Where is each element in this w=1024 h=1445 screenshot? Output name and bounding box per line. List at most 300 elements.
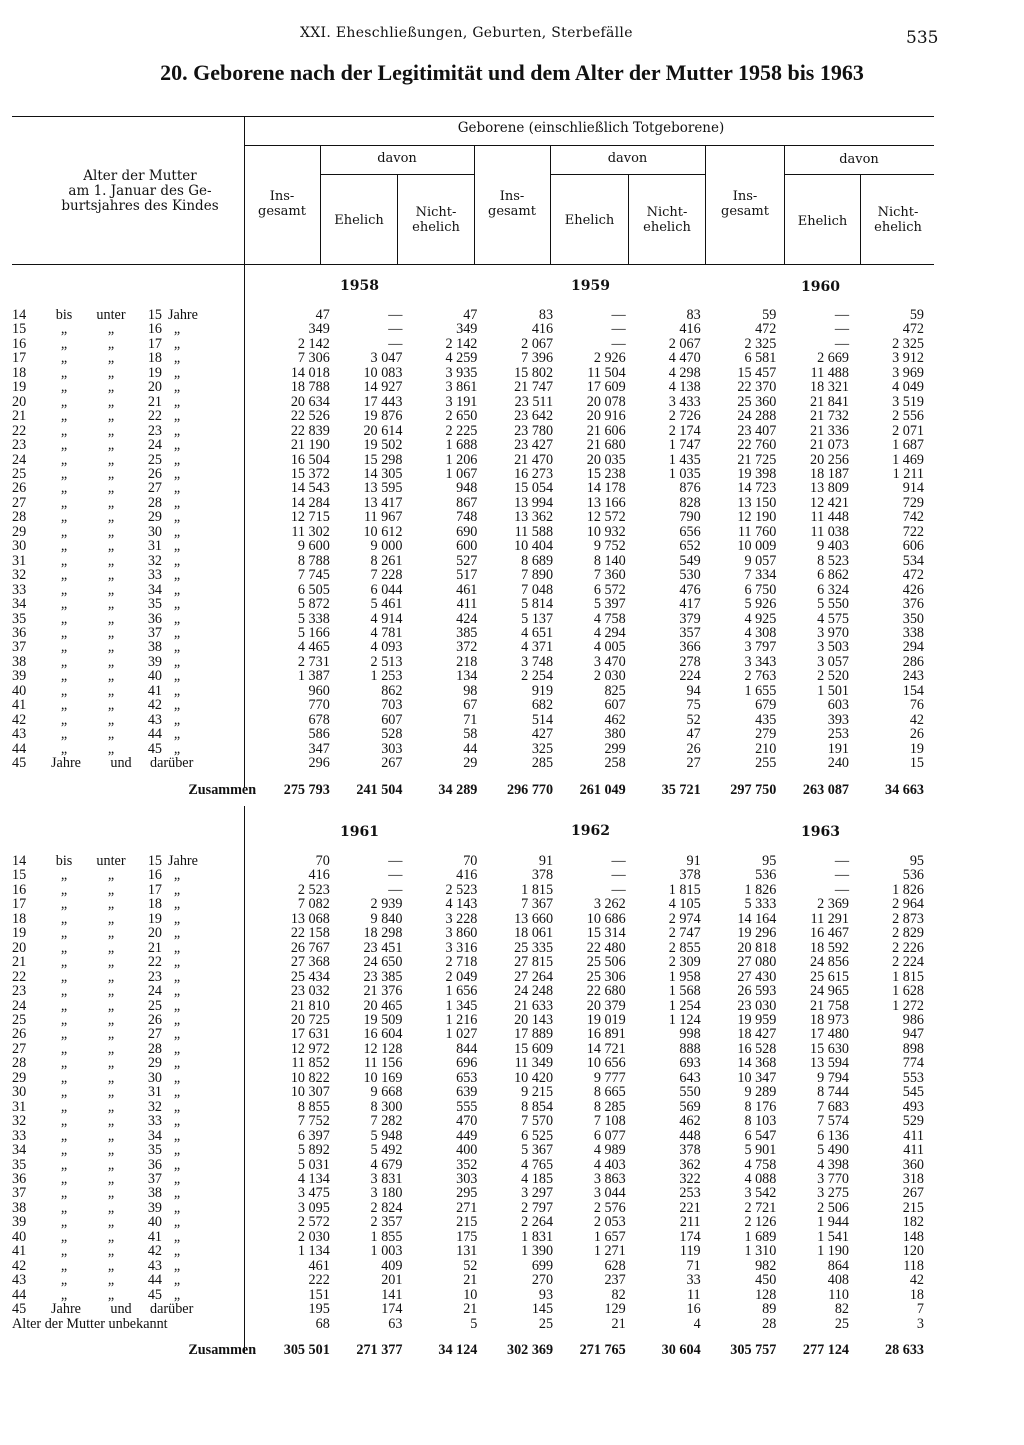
ehelich-cell: 24 965 [809, 984, 849, 999]
ehelich-header: Ehelich [334, 213, 384, 228]
nichtehelich-cell: 652 [679, 539, 701, 554]
header-bottom-rule [12, 264, 934, 265]
age-to: 25 [147, 998, 162, 1013]
insgesamt-cell: 15 802 [514, 365, 554, 381]
insgesamt-cell: 20 143 [514, 1012, 554, 1028]
insgesamt-cell: 21 190 [290, 438, 330, 453]
insgesamt-cell: 682 [531, 698, 554, 713]
data-table-1961-1963 [12, 854, 934, 1360]
ehelich-cell: 17 609 [586, 380, 626, 395]
ehelich-cell: 2 824 [370, 1200, 403, 1216]
ditto-mark: „ [173, 969, 181, 985]
age-label [12, 337, 264, 351]
age-label [12, 438, 264, 452]
nichtehelich-cell: 1 826 [892, 882, 924, 898]
ehelich-cell: 4 679 [370, 1157, 403, 1172]
ditto-mark: „ [60, 611, 68, 626]
ehelich-cell: 25 [834, 1316, 849, 1331]
nichtehelich-cell: 3 228 [445, 911, 478, 927]
age-from: 41 [12, 1244, 27, 1259]
ehelich-cell: 15 630 [809, 1041, 849, 1057]
ditto-mark: „ [107, 1258, 115, 1274]
age-label [12, 1215, 264, 1229]
table-title: 20. Geborene nach der Legitimität und dem Alter der Mutter 1958 bis 1963 [160, 60, 864, 85]
nichtehelich-cell: 349 [456, 322, 478, 337]
nichtehelich-cell: 4 259 [445, 351, 478, 366]
age-from: 43 [12, 1273, 27, 1288]
insgesamt-cell: 20 818 [737, 940, 777, 956]
age-from: 34 [12, 597, 27, 612]
nichtehelich-cell: 461 [456, 582, 478, 598]
ehelich-cell: 237 [604, 1273, 626, 1288]
ditto-mark: „ [173, 1157, 181, 1172]
ditto-mark: „ [107, 1229, 115, 1245]
nichtehelich-cell: 26 [909, 727, 924, 742]
nichtehelich-cell: 3 [916, 1316, 924, 1331]
ditto-mark: „ [60, 380, 68, 395]
age-label [12, 351, 264, 365]
ditto-mark: „ [60, 911, 68, 927]
ehelich-cell: 18 321 [809, 380, 849, 395]
nichtehelich-cell: 52 [463, 1258, 478, 1274]
nichtehelich-cell: 411 [456, 597, 478, 612]
insgesamt-cell: 2 721 [744, 1200, 777, 1216]
ehelich-cell: 5 490 [817, 1143, 849, 1158]
stub-header: Alter der Mutter am 1. Januar des Ge- burtsjahres des Kindes [61, 168, 219, 214]
age-from: 40 [12, 683, 27, 699]
nichtehelich-cell: 1 747 [668, 438, 701, 453]
jahre-word: Jahre [51, 1302, 81, 1317]
insgesamt-cell: 4 088 [744, 1171, 777, 1187]
age-from: 42 [12, 712, 27, 728]
age-from: 43 [12, 727, 27, 742]
nichtehelich-cell: 2 974 [668, 911, 701, 927]
nichtehelich-cell: 4 138 [668, 380, 701, 395]
ditto-mark: „ [107, 897, 115, 912]
ehelich-cell: 3 180 [370, 1186, 403, 1201]
insgesamt-cell: 679 [755, 698, 777, 713]
age-from: 23 [12, 984, 27, 999]
ditto-mark: „ [107, 1171, 115, 1187]
nichtehelich-cell: 221 [679, 1200, 701, 1216]
ehelich-cell: 5 461 [370, 597, 403, 612]
insgesamt-cell: 450 [755, 1273, 777, 1288]
nichtehelich-cell: 449 [456, 1128, 478, 1144]
ehelich-cell: 11 156 [363, 1056, 403, 1071]
ditto-mark: „ [60, 452, 68, 467]
ditto-mark: „ [107, 1070, 115, 1086]
ditto-mark: „ [60, 1085, 68, 1100]
ditto-mark: „ [173, 1027, 181, 1042]
ditto-mark: „ [173, 336, 181, 352]
ehelich-cell: 3 831 [370, 1171, 403, 1187]
nichtehelich-header: Nicht- ehelich [643, 205, 691, 235]
ehelich-cell: 129 [604, 1302, 626, 1317]
table-row [12, 1114, 934, 1128]
insgesamt-cell: 5 367 [521, 1143, 554, 1158]
nichtehelich-cell: 26 [686, 741, 701, 757]
nichtehelich-cell: 338 [902, 625, 924, 641]
ditto-mark: „ [107, 882, 115, 898]
age-label [12, 539, 264, 553]
age-label [12, 409, 264, 423]
davon-label: davon [607, 151, 648, 166]
ehelich-cell: 25 615 [809, 969, 849, 985]
ditto-mark: „ [173, 1244, 181, 1259]
ehelich-cell: 201 [381, 1273, 403, 1288]
ditto-mark: „ [107, 669, 115, 684]
ehelich-cell: 4 294 [593, 625, 626, 641]
nichtehelich-cell: 998 [679, 1027, 701, 1042]
ehelich-cell: 2 939 [370, 897, 403, 912]
ehelich-cell: 8 744 [817, 1085, 849, 1100]
age-from: 31 [12, 553, 27, 569]
table-row [12, 1158, 934, 1172]
ditto-mark: „ [107, 1157, 115, 1172]
insgesamt-cell: 427 [531, 727, 554, 742]
ehelich-cell: 14 178 [586, 481, 626, 496]
age-to: 29 [147, 1056, 162, 1071]
nichtehelich-cell: 844 [456, 1041, 478, 1057]
ditto-mark: „ [60, 1186, 68, 1201]
insgesamt-cell: 4 371 [521, 640, 554, 655]
nichtehelich-cell: 30 604 [661, 1341, 701, 1358]
age-label [12, 1273, 264, 1287]
top-group-rule [244, 145, 934, 146]
ehelich-cell: 21 [611, 1316, 626, 1331]
nichtehelich-cell: 357 [679, 625, 701, 641]
insgesamt-cell: 3 797 [744, 640, 777, 655]
nichtehelich-cell: 424 [456, 611, 478, 626]
table-row [12, 438, 934, 452]
age-label [12, 395, 264, 409]
nichtehelich-cell: 5 [470, 1316, 478, 1331]
nichtehelich-cell: 1 628 [892, 984, 924, 999]
ditto-mark: „ [60, 568, 68, 583]
ehelich-cell: 10 169 [363, 1070, 403, 1086]
ehelich-cell: 24 856 [809, 955, 849, 970]
ditto-mark: „ [107, 1114, 115, 1129]
ditto-mark: „ [107, 452, 115, 467]
ditto-mark: „ [60, 1114, 68, 1129]
insgesamt-cell: 210 [755, 741, 777, 757]
year-heading: 1958 [340, 278, 379, 294]
nichtehelich-cell: 4 470 [668, 351, 701, 366]
nichtehelich-cell: 4 105 [668, 897, 701, 912]
insgesamt-cell: 1 826 [744, 882, 777, 898]
nichtehelich-cell: 2 225 [445, 423, 478, 439]
age-label [12, 742, 264, 756]
group-header: Geborene (einschließlich Totgeborene) [457, 120, 725, 136]
header-top-rule [12, 116, 934, 117]
ehelich-cell: 82 [834, 1302, 849, 1317]
ehelich-cell: 1 253 [370, 669, 403, 684]
ditto-mark: „ [173, 897, 181, 912]
ditto-mark: „ [107, 423, 115, 439]
age-from: 38 [12, 654, 27, 670]
age-to: 26 [147, 1012, 162, 1028]
ehelich-cell: 7 574 [817, 1114, 849, 1129]
running-head: XXI. Eheschließungen, Geburten, Sterbefälle [300, 25, 633, 41]
nichtehelich-cell: 267 [902, 1186, 924, 1201]
insgesamt-cell: 16 528 [737, 1041, 777, 1057]
total-row [12, 1331, 934, 1360]
nichtehelich-cell: 47 [463, 308, 478, 323]
age-label [12, 669, 264, 683]
ehelich-cell: 21 758 [809, 998, 849, 1013]
age-from: 29 [12, 524, 27, 540]
age-label [12, 897, 264, 911]
age-to: 37 [147, 625, 162, 641]
age-from: 40 [12, 1229, 27, 1245]
table-row [12, 698, 934, 712]
nichtehelich-cell: 3 860 [445, 926, 478, 941]
nichtehelich-cell: 2 747 [668, 926, 701, 941]
ditto-mark: „ [60, 1143, 68, 1158]
table-row-unknown [12, 1317, 934, 1331]
insgesamt-cell: 25 335 [514, 940, 554, 956]
ehelich-cell: 4 575 [817, 611, 849, 626]
age-to: 33 [147, 568, 162, 583]
ehelich-cell: 825 [604, 683, 626, 699]
age-to: 32 [147, 553, 162, 569]
table-row [12, 1215, 934, 1229]
table-row [12, 539, 934, 553]
ditto-mark: „ [107, 640, 115, 655]
ditto-mark: „ [173, 568, 181, 583]
ehelich-cell: 4 989 [593, 1143, 626, 1158]
table-row [12, 897, 934, 911]
nichtehelich-cell: 278 [679, 654, 701, 670]
insgesamt-cell: 7 570 [521, 1114, 554, 1129]
nichtehelich-cell: 1 272 [892, 998, 924, 1013]
ditto-mark: „ [173, 1287, 181, 1303]
nichtehelich-cell: 2 325 [892, 336, 924, 352]
age-from: 24 [12, 998, 27, 1013]
ehelich-cell: 7 228 [370, 568, 403, 583]
nichtehelich-cell: 10 [463, 1287, 478, 1303]
nichtehelich-cell: 2 873 [892, 911, 924, 927]
insgesamt-cell: 8 788 [297, 553, 330, 569]
ehelich-cell: 303 [381, 741, 403, 757]
insgesamt-cell: 59 [762, 308, 777, 323]
nichtehelich-cell: 362 [679, 1157, 701, 1172]
nichtehelich-cell: 2 855 [668, 940, 701, 956]
ditto-mark: „ [173, 727, 181, 742]
insgesamt-cell: 24 288 [737, 409, 777, 424]
ehelich-cell: 3 503 [817, 640, 849, 655]
table-row [12, 1244, 934, 1258]
ehelich-cell: 271 377 [356, 1341, 403, 1358]
age-to: 16 [147, 868, 162, 883]
nichtehelich-cell: 534 [902, 553, 924, 569]
ditto-mark: „ [107, 868, 115, 883]
ehelich-cell: 14 721 [586, 1041, 626, 1057]
insgesamt-cell: 285 [531, 756, 554, 771]
insgesamt-cell: 3 343 [744, 654, 777, 670]
insgesamt-cell: 5 814 [521, 597, 554, 612]
nichtehelich-cell: 98 [463, 683, 478, 699]
ditto-mark: „ [173, 553, 181, 569]
nichtehelich-cell: 3 433 [668, 394, 701, 410]
age-label [12, 1013, 264, 1027]
nichtehelich-cell: 748 [456, 510, 478, 525]
bis-word: bis [55, 854, 73, 869]
jahre-word: Jahre [168, 854, 198, 869]
nichtehelich-cell: 1 027 [445, 1027, 478, 1042]
ehelich-cell: 24 650 [363, 955, 403, 970]
insgesamt-cell: 8 176 [744, 1099, 777, 1115]
insgesamt-cell: 11 852 [291, 1056, 330, 1071]
insgesamt-cell: 13 150 [737, 495, 777, 511]
ditto-mark: „ [60, 438, 68, 453]
ehelich-cell: 4 758 [593, 611, 626, 626]
insgesamt-cell: 10 420 [514, 1070, 554, 1086]
age-from: 34 [12, 1143, 27, 1158]
ditto-mark: „ [173, 1186, 181, 1201]
ehelich-cell: 18 592 [809, 940, 849, 956]
nichtehelich-cell: 118 [903, 1258, 924, 1274]
ehelich-cell: 261 049 [579, 781, 626, 798]
col-divider [397, 174, 398, 264]
ehelich-cell: — [611, 882, 626, 898]
ditto-mark: „ [107, 1128, 115, 1144]
table-row [12, 554, 934, 568]
ehelich-cell: 13 166 [586, 495, 626, 511]
nichtehelich-cell: 2 224 [892, 955, 924, 970]
nichtehelich-cell: 34 663 [884, 781, 924, 798]
insgesamt-cell: 68 [315, 1316, 330, 1331]
nichtehelich-cell: 1 815 [892, 969, 924, 985]
insgesamt-cell: 3 748 [521, 654, 554, 670]
insgesamt-cell: 7 396 [521, 351, 554, 366]
ditto-mark: „ [173, 597, 181, 612]
ehelich-cell: — [388, 854, 403, 869]
table-row [12, 568, 934, 582]
ehelich-cell: 11 967 [363, 510, 403, 525]
ditto-mark: „ [107, 394, 115, 410]
nichtehelich-cell: 1 469 [892, 452, 924, 467]
ehelich-cell: 10 612 [363, 524, 403, 540]
ehelich-cell: 3 275 [817, 1186, 849, 1201]
age-to: 30 [147, 524, 162, 540]
ehelich-cell: 22 680 [586, 984, 626, 999]
ditto-mark: „ [173, 466, 181, 482]
insgesamt-cell: 20 725 [290, 1012, 330, 1028]
insgesamt-cell: 1 655 [744, 683, 777, 699]
age-label [12, 1158, 264, 1172]
age-from: 33 [12, 1128, 27, 1144]
insgesamt-cell: 15 054 [514, 481, 554, 496]
nichtehelich-cell: 215 [456, 1215, 478, 1230]
ditto-mark: „ [173, 868, 181, 883]
davon-label: davon [839, 152, 879, 167]
age-label [12, 481, 264, 495]
nichtehelich-cell: 898 [902, 1041, 924, 1057]
nichtehelich-cell: 286 [902, 654, 924, 670]
insgesamt-cell: 349 [308, 322, 330, 337]
insgesamt-cell: 7 048 [521, 582, 554, 598]
ehelich-cell: 4 403 [593, 1157, 626, 1172]
nichtehelich-cell: 2 071 [892, 423, 924, 439]
ditto-mark: „ [60, 669, 68, 684]
insgesamt-cell: 15 457 [737, 365, 777, 381]
age-label [12, 970, 264, 984]
ehelich-cell: 16 604 [363, 1027, 403, 1042]
nichtehelich-cell: 1 435 [668, 452, 701, 467]
ehelich-cell: 6 077 [593, 1128, 626, 1144]
insgesamt-cell: 4 925 [744, 611, 777, 626]
table-row [12, 1056, 934, 1070]
age-from: 39 [12, 669, 27, 684]
ditto-mark: „ [107, 1012, 115, 1028]
ehelich-cell: 25 506 [586, 955, 626, 970]
ditto-mark: „ [60, 539, 68, 554]
ehelich-cell: 11 448 [810, 510, 849, 525]
nichtehelich-cell: 1 254 [668, 998, 701, 1013]
nichtehelich-cell: 4 298 [668, 365, 701, 381]
insgesamt-cell: 325 [531, 741, 554, 757]
table-row [12, 713, 934, 727]
ditto-mark: „ [107, 1143, 115, 1158]
nichtehelich-cell: 722 [902, 524, 924, 540]
ehelich-cell: 15 314 [586, 926, 626, 941]
insgesamt-cell: 7 306 [297, 351, 330, 366]
ditto-mark: „ [60, 510, 68, 525]
age-label [12, 1259, 264, 1273]
insgesamt-cell: 1 310 [744, 1244, 777, 1259]
ehelich-cell: 20 035 [586, 452, 626, 467]
ditto-mark: „ [107, 1027, 115, 1042]
ditto-mark: „ [173, 438, 181, 453]
nichtehelich-cell: 1 206 [445, 452, 478, 467]
age-label [12, 955, 264, 969]
insgesamt-cell: 23 427 [514, 438, 554, 453]
ehelich-cell: 7 360 [593, 568, 626, 583]
nichtehelich-cell: 253 [679, 1186, 701, 1201]
age-label [12, 380, 264, 394]
insgesamt-cell: 8 854 [521, 1099, 554, 1115]
nichtehelich-cell: 215 [902, 1200, 924, 1216]
nichtehelich-cell: 2 226 [892, 940, 924, 956]
nichtehelich-cell: 15 [909, 756, 924, 771]
table-row [12, 1186, 934, 1200]
ehelich-cell: 14 305 [363, 466, 403, 482]
nichtehelich-cell: 1 067 [445, 466, 478, 482]
insgesamt-cell: 960 [308, 683, 330, 699]
ehelich-cell: 408 [827, 1273, 849, 1288]
nichtehelich-cell: 530 [679, 568, 701, 583]
nichtehelich-cell: 35 721 [661, 781, 701, 798]
ditto-mark: „ [60, 1012, 68, 1028]
nichtehelich-cell: 529 [902, 1114, 924, 1129]
nichtehelich-header: Nicht- ehelich [412, 205, 460, 235]
ditto-mark: „ [173, 640, 181, 655]
insgesamt-cell: 5 137 [521, 611, 554, 626]
ehelich-cell: 3 970 [817, 625, 849, 641]
insgesamt-cell: 8 689 [521, 553, 554, 569]
nichtehelich-cell: 70 [463, 854, 478, 869]
nichtehelich-cell: 76 [909, 698, 924, 713]
ehelich-cell: 12 128 [363, 1041, 403, 1057]
ehelich-cell: 13 595 [363, 481, 403, 496]
ehelich-cell: 1 944 [817, 1215, 849, 1230]
ehelich-cell: 4 398 [817, 1157, 849, 1172]
insgesamt-cell: 10 307 [290, 1085, 330, 1100]
age-label [12, 568, 264, 582]
darueber-word: darüber [150, 1302, 194, 1317]
ehelich-cell: 3 470 [593, 654, 626, 670]
